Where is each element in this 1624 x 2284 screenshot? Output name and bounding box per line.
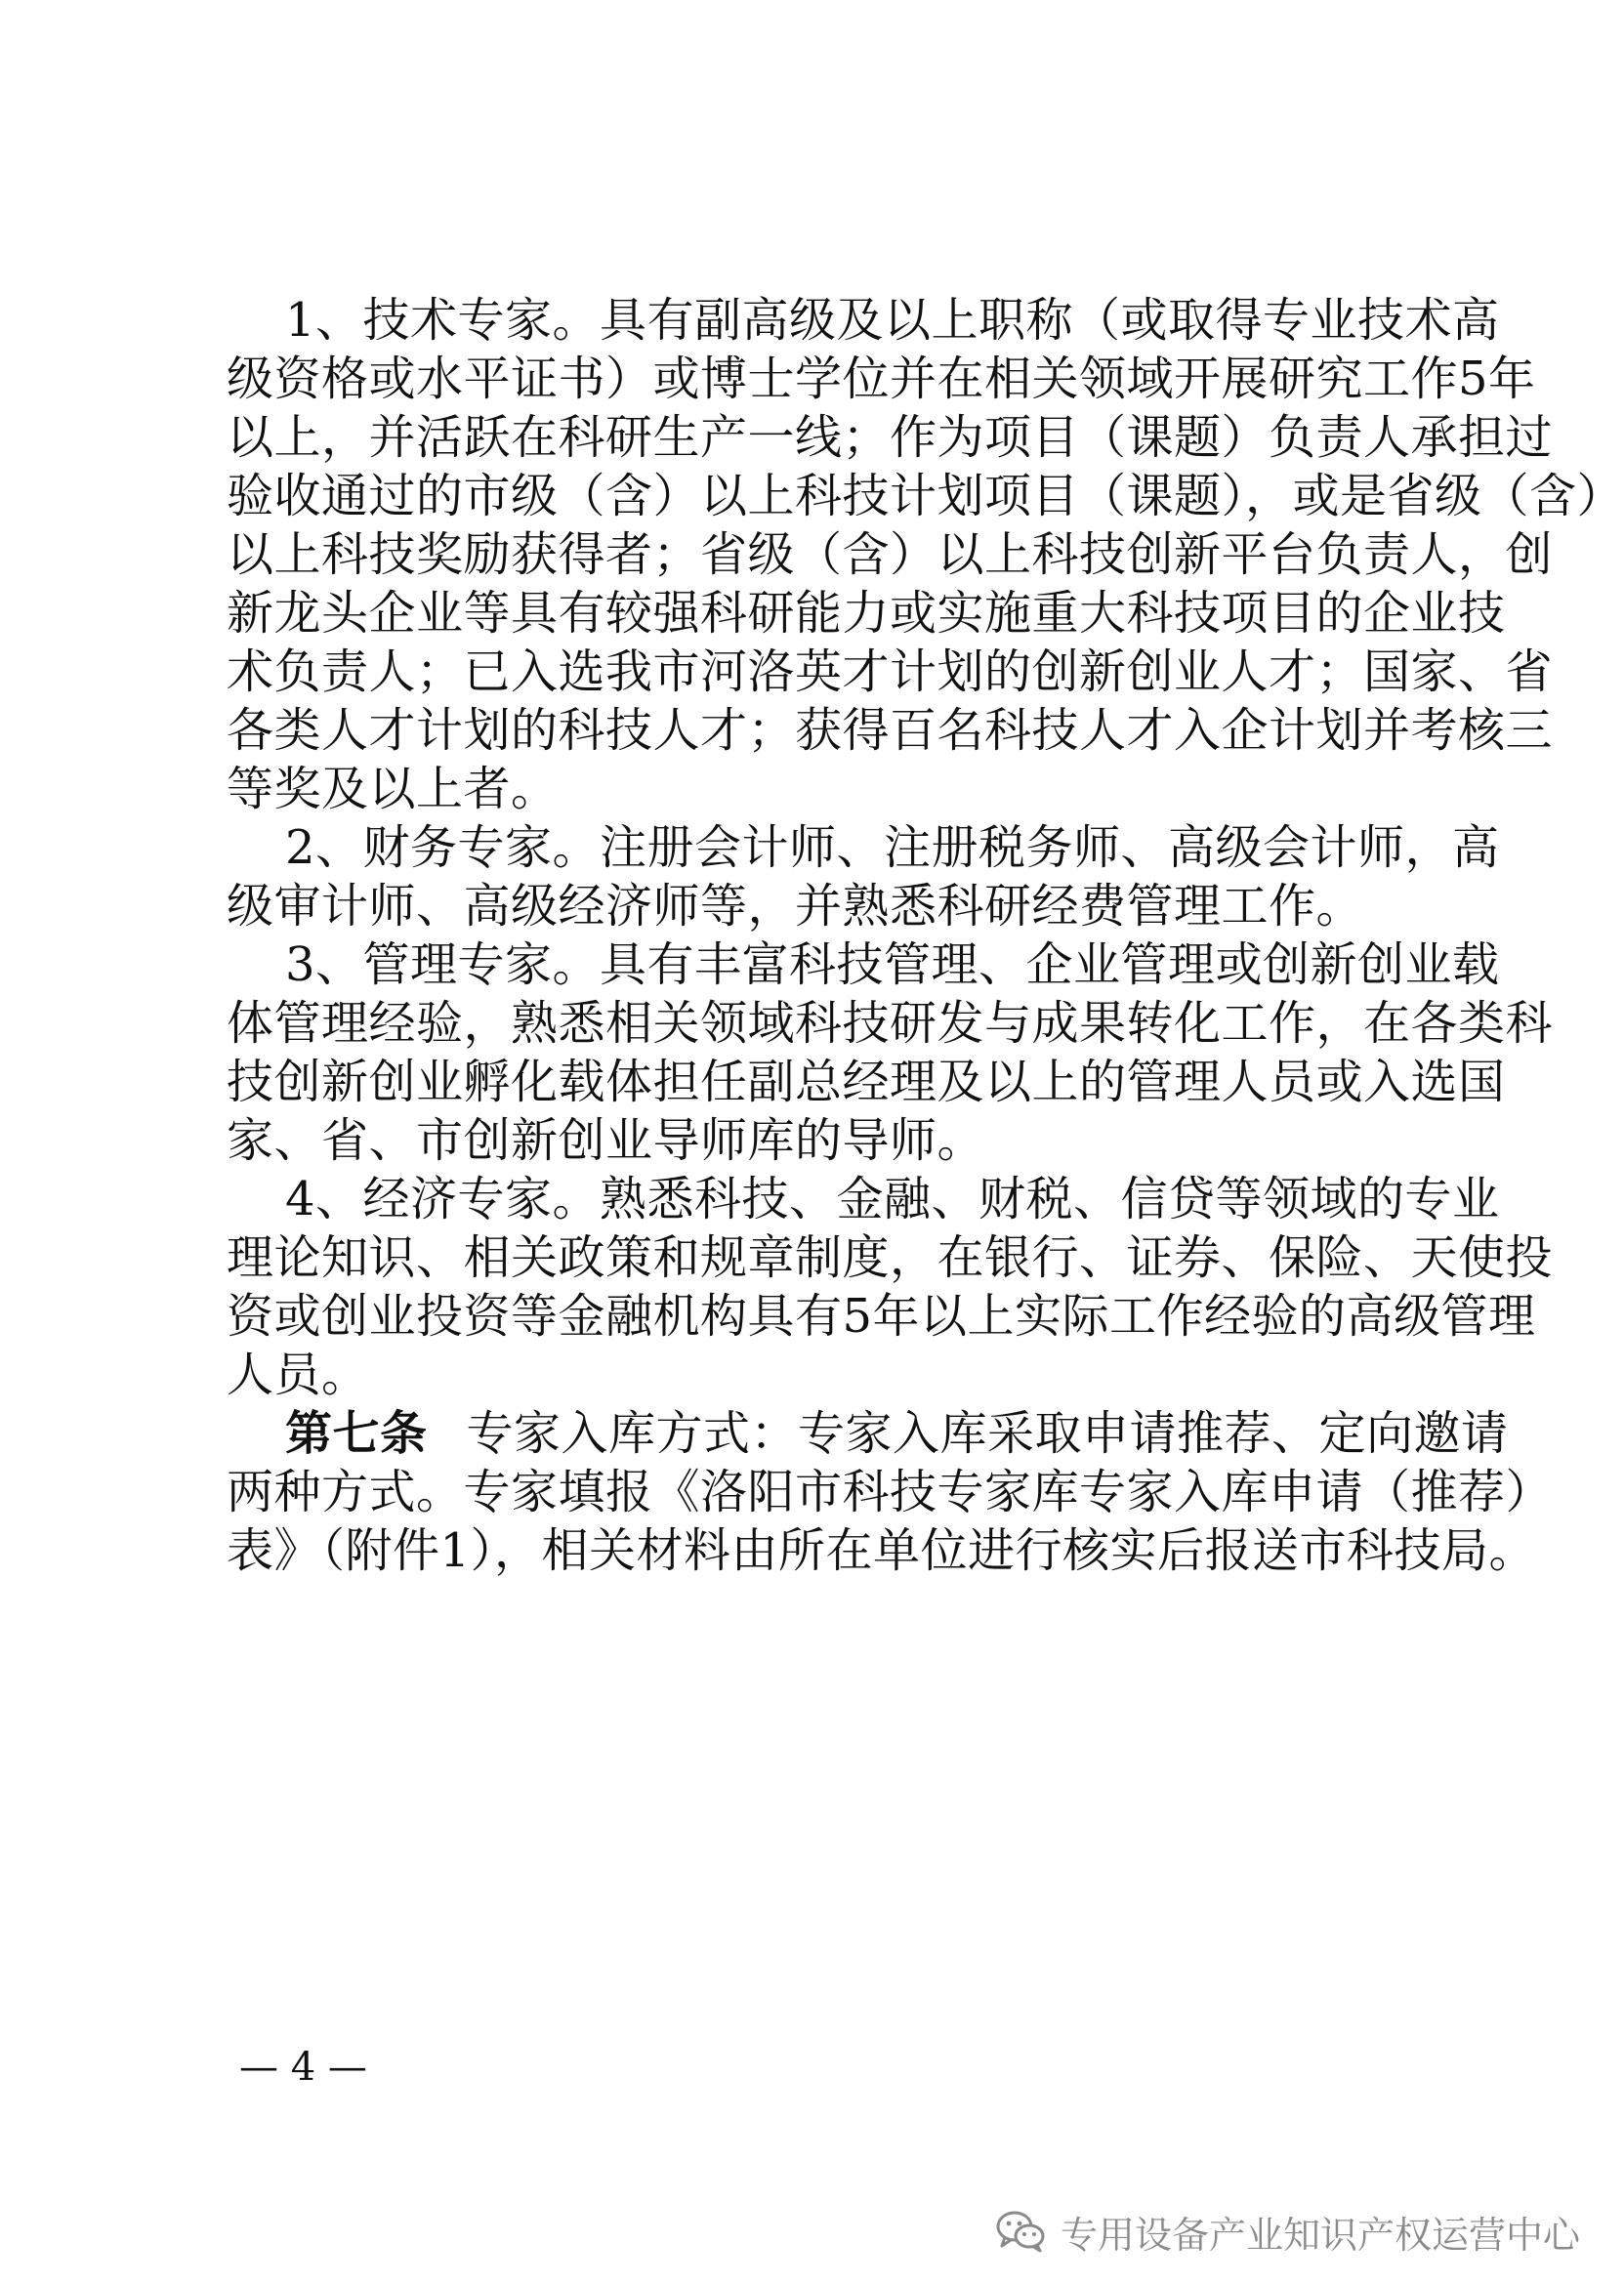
- paragraph-3-line-2: 体管理经验，熟悉相关领域科技研发与成果转化工作，在各类科: [227, 996, 1554, 1051]
- paragraph-1-line-6: 新龙头企业等具有较强科研能力或实施重大科技项目的企业技: [227, 586, 1506, 641]
- paragraph-1-line-2: 级资格或水平证书）或博士学位并在相关领域开展研究工作5年: [227, 352, 1536, 406]
- article-7-line-3: 表》（附件1），相关材料由所在单位进行核实后报送市科技局。: [227, 1523, 1537, 1578]
- paragraph-1-line-7: 术负责人；已入选我市河洛英才计划的创新创业人才；国家、省: [227, 644, 1554, 699]
- paragraph-3-line-1: 3、管理专家。具有丰富科技管理、企业管理或创新创业载: [285, 937, 1500, 992]
- paragraph-4-line-1: 4、经济专家。熟悉科技、金融、财税、信贷等领域的专业: [285, 1172, 1500, 1226]
- paragraph-1-line-4: 验收通过的市级（含）以上科技计划项目（课题），或是省级（含）: [227, 469, 1624, 523]
- paragraph-4-line-2: 理论知识、相关政策和规章制度，在银行、证券、保险、天使投: [227, 1230, 1554, 1285]
- watermark-text: 专用设备产业知识产权运营中心: [1060, 2213, 1580, 2257]
- paragraph-1-line-1: 1、技术专家。具有副高级及以上职称（或取得专业技术高: [285, 293, 1500, 348]
- paragraph-3-line-4: 家、省、市创新创业导师库的导师。: [227, 1113, 985, 1168]
- wechat-icon: [996, 2210, 1047, 2253]
- paragraph-1-line-8: 各类人才计划的科技人才；获得百名科技人才入企计划并考核三: [227, 703, 1554, 758]
- paragraph-2-line-2: 级审计师、高级经济师等，并熟悉科研经费管理工作。: [227, 879, 1364, 934]
- paragraph-1-line-3: 以上，并活跃在科研生产一线；作为项目（课题）负责人承担过: [227, 410, 1554, 465]
- paragraph-2-line-1: 2、财务专家。注册会计师、注册税务师、高级会计师，高: [285, 820, 1500, 875]
- article-7-line-2: 两种方式。专家填报《洛阳市科技专家库专家入库申请（推荐）: [227, 1465, 1554, 1519]
- paragraph-4-line-4: 人员。: [227, 1348, 369, 1402]
- watermark: [996, 2202, 1580, 2261]
- article-7-first-line: 专家入库方式：专家入库采取申请推荐、定向邀请: [466, 1406, 1509, 1461]
- paragraph-3-line-3: 技创新创业孵化载体担任副总经理及以上的管理人员或入选国: [227, 1055, 1506, 1109]
- paragraph-4-line-3: 资或创业投资等金融机构具有5年以上实际工作经验的高级管理: [227, 1289, 1536, 1344]
- page-number: — 4 —: [239, 2045, 367, 2090]
- article-7-line-1: [285, 1404, 1509, 1463]
- paragraph-1-line-5: 以上科技奖励获得者；省级（含）以上科技创新平台负责人，创: [227, 527, 1554, 582]
- paragraph-1-line-9: 等奖及以上者。: [227, 762, 559, 816]
- article-7-heading: 第七条: [285, 1406, 428, 1461]
